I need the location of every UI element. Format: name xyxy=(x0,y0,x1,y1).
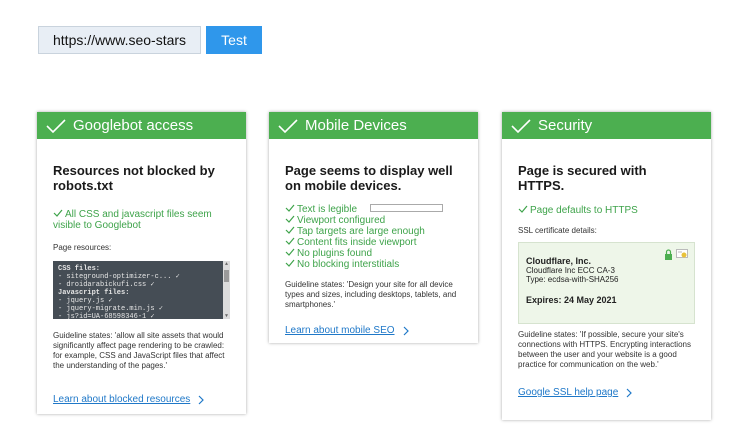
test-button[interactable]: Test xyxy=(206,26,262,54)
chevron-right-icon xyxy=(198,395,204,405)
chevron-right-icon xyxy=(626,388,632,398)
check-item: No blocking interstitials xyxy=(285,259,462,270)
checkmark-icon xyxy=(285,204,295,212)
checkmark-icon xyxy=(285,237,295,245)
code-line: - jquery-migrate.min.js ✓ xyxy=(58,305,164,313)
cert-type: Type: ecdsa-with-SHA256 xyxy=(526,275,619,284)
guideline-text: Guideline states: 'If possible, secure your site's connections with HTTPS. Encrypting interactions between the user and your website is a good practice for communication on the web.' xyxy=(518,330,691,369)
card-header-title: Mobile Devices xyxy=(305,117,407,134)
ssl-certificate-box xyxy=(518,242,695,324)
scrollbar[interactable] xyxy=(223,261,230,319)
scroll-thumb[interactable] xyxy=(224,270,229,282)
card-header xyxy=(37,112,246,139)
scroll-up-arrow-icon[interactable]: ▲ xyxy=(224,261,228,267)
card-header xyxy=(502,112,711,139)
checkmark-icon xyxy=(518,205,528,213)
card-title: Page is secured with HTTPS. xyxy=(518,163,647,193)
guideline-text: Guideline states: 'Design your site for all device types and sizes, including desktops, tablets, and smartphones.' xyxy=(285,280,457,309)
url-input[interactable] xyxy=(38,26,201,54)
card-header-title: Security xyxy=(538,117,593,134)
certificate-icon xyxy=(676,249,688,260)
status-ok-line: All CSS and javascript files seem visible to Googlebot xyxy=(53,209,212,231)
chevron-right-icon xyxy=(403,326,409,336)
cert-expires: Expires: 24 May 2021 xyxy=(526,295,617,305)
checkmark-icon xyxy=(511,119,531,133)
code-line: - siteground-optimizer-c... ✓ xyxy=(58,273,180,281)
learn-blocked-resources-link[interactable]: Learn about blocked resources xyxy=(53,394,204,405)
resources-code-box[interactable] xyxy=(53,261,230,319)
checkmark-icon xyxy=(46,119,66,133)
card-header-title: Googlebot access xyxy=(73,117,194,134)
card-header xyxy=(269,112,478,139)
check-item: No plugins found xyxy=(285,248,462,259)
checkmark-icon xyxy=(53,209,63,217)
mobile-checks-list xyxy=(285,204,462,270)
checkmark-icon xyxy=(285,226,295,234)
check-item: Text is legible xyxy=(285,204,462,215)
checkmark-icon xyxy=(285,248,295,256)
check-item: Viewport configured xyxy=(285,215,462,226)
code-line: - js?id=UA-68598346-1 ✓ xyxy=(58,313,155,319)
code-line: - jquery.js ✓ xyxy=(58,297,113,305)
status-ok-line: Page defaults to HTTPS xyxy=(518,205,695,216)
checkmark-icon xyxy=(285,215,295,223)
check-item: Tap targets are large enough xyxy=(285,226,462,237)
learn-mobile-seo-link[interactable]: Learn about mobile SEO xyxy=(285,325,409,336)
guideline-text: Guideline states: 'allow all site assets that would significantly affect page rendering to be crawled: for example, CSS and JavaScript files that affect the understanding of the pages.' xyxy=(53,331,225,370)
card-title: Resources not blocked by robots.txt xyxy=(53,163,215,193)
google-ssl-help-link[interactable]: Google SSL help page xyxy=(518,387,632,398)
ssl-details-label: SSL certificate details: xyxy=(518,226,597,235)
resources-label: Page resources: xyxy=(53,243,112,252)
security-card xyxy=(502,112,711,420)
mobile-devices-card xyxy=(269,112,478,343)
googlebot-access-card xyxy=(37,112,246,414)
code-line: - droidarabickufi.css ✓ xyxy=(58,281,155,289)
check-item: Content fits inside viewport xyxy=(285,237,462,248)
lock-icon xyxy=(664,249,673,260)
code-line: CSS files: xyxy=(58,265,101,273)
scroll-down-arrow-icon[interactable]: ▼ xyxy=(224,313,228,319)
cert-ca: Cloudflare Inc ECC CA-3 xyxy=(526,266,615,275)
cert-issuer: Cloudflare, Inc. xyxy=(526,256,592,266)
code-line: Javascript files: xyxy=(58,289,130,297)
mobile-screenshot-image xyxy=(370,204,443,212)
checkmark-icon xyxy=(285,259,295,267)
card-title: Page seems to display well on mobile devices. xyxy=(285,163,453,193)
checkmark-icon xyxy=(278,119,298,133)
